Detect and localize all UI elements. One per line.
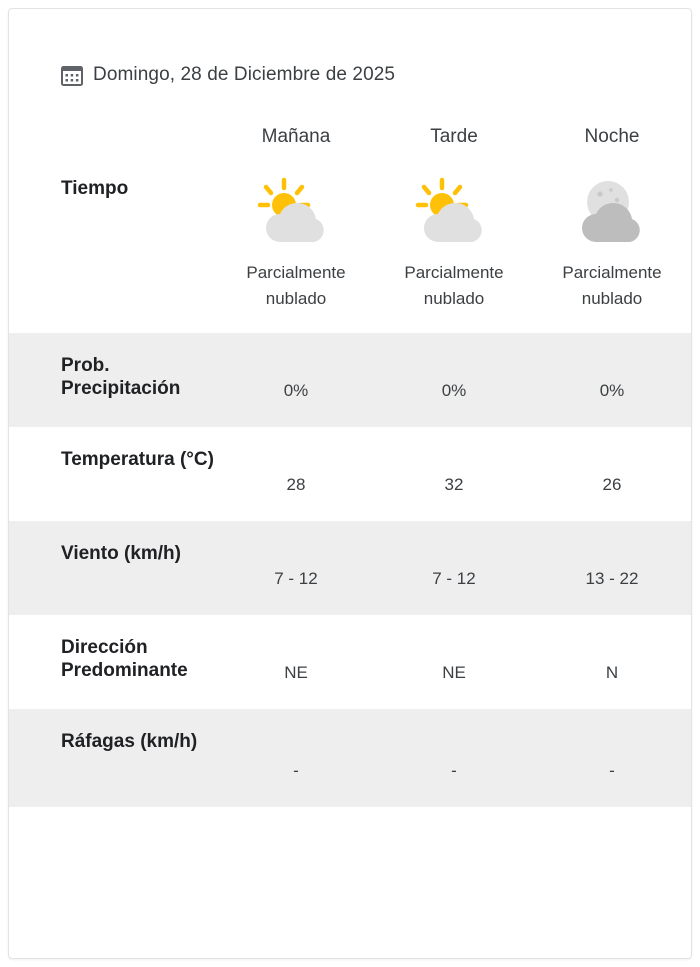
row-gusts [9,709,691,807]
table-header-row [9,112,691,154]
cell-wind-morning [217,541,375,589]
cell-temperature-afternoon [375,447,533,495]
cell-weather-afternoon [375,176,533,311]
column-header-label: Tarde [430,126,478,147]
row-temperature [9,427,691,521]
cell-value: 32 [444,475,464,494]
forecast-card [8,8,692,959]
column-header-afternoon [375,126,533,148]
row-direction [9,615,691,709]
row-title: Viento (km/h) [61,543,181,564]
cell-precipitation-night [533,353,691,401]
weather-description: Parcialmente nublado [246,263,346,308]
row-title: Ráfagas (km/h) [61,731,198,752]
partly-cloudy-day-icon [248,176,344,250]
partly-cloudy-night-icon [564,176,660,250]
cell-precipitation-afternoon [375,353,533,401]
row-title: Temperatura (°C) [61,449,214,470]
cell-value: 0% [283,381,309,400]
column-header-label: Noche [584,126,640,147]
row-weather [9,154,691,333]
row-title: Tiempo [61,178,129,199]
calendar-icon [61,64,83,86]
weather-description: Parcialmente nublado [404,263,504,308]
cell-gusts-morning [217,729,375,781]
cell-value: NE [442,663,466,682]
row-label-wind [9,541,217,589]
cell-value: 7 - 12 [274,569,318,588]
cell-precipitation-morning [217,353,375,401]
row-title: Dirección Predominante [61,637,188,681]
cell-gusts-night [533,729,691,781]
row-label-gusts [9,729,217,781]
cell-value: 13 - 22 [585,569,639,588]
row-label-precipitation [9,353,217,401]
cell-wind-afternoon [375,541,533,589]
row-label-direction [9,635,217,683]
cell-direction-afternoon [375,635,533,683]
forecast-date: Domingo, 28 de Diciembre de 2025 [93,64,396,85]
header-spacer [9,126,217,148]
row-wind [9,521,691,615]
row-label-temperature [9,447,217,495]
column-header-label: Mañana [261,126,331,147]
cell-value: 0% [441,381,467,400]
cell-weather-morning [217,176,375,311]
cell-value: 0% [599,381,625,400]
cell-weather-night [533,176,691,311]
forecast-table [9,112,691,807]
weather-description: Parcialmente nublado [562,263,662,308]
row-label-weather [9,176,217,201]
column-header-morning [217,126,375,148]
cell-wind-night [533,541,691,589]
cell-value: 28 [286,475,306,494]
cell-value: 26 [602,475,622,494]
cell-value: 7 - 12 [432,569,476,588]
cell-direction-morning [217,635,375,683]
date-header [9,9,691,86]
row-precipitation [9,333,691,427]
cell-value: NE [284,663,308,682]
cell-temperature-night [533,447,691,495]
column-header-night [533,126,691,148]
cell-value: N [605,663,619,682]
cell-gusts-afternoon [375,729,533,781]
cell-value: - [293,761,299,780]
cell-value: - [451,761,457,780]
cell-value: - [609,761,615,780]
row-title: Prob. Precipitación [61,355,181,399]
cell-temperature-morning [217,447,375,495]
partly-cloudy-day-icon [406,176,502,250]
cell-direction-night [533,635,691,683]
